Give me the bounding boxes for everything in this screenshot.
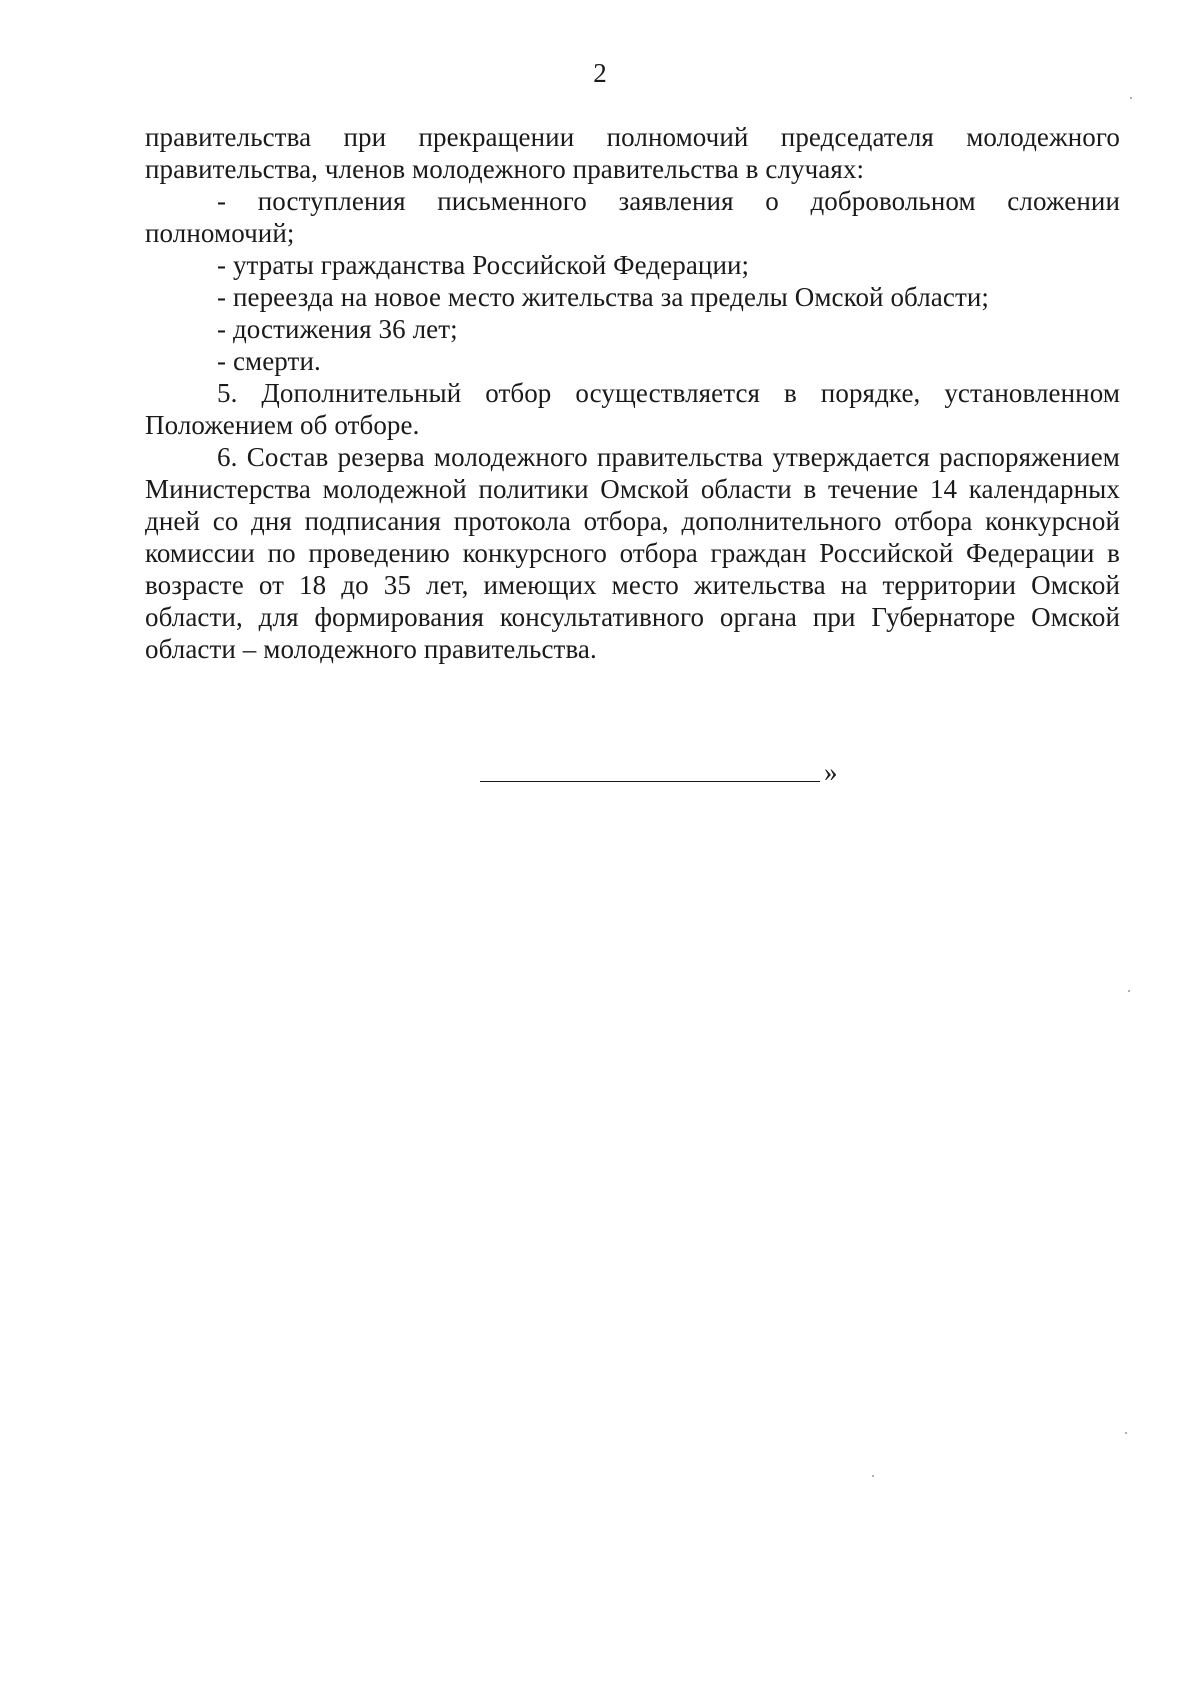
list-item-relocation: - переезда на новое место жительства за пределы Омской области;: [217, 282, 990, 312]
scan-speck: [872, 1475, 874, 1477]
scan-speck: [1130, 97, 1132, 99]
list-item-age-limit: - достижения 36 лет;: [217, 314, 458, 344]
document-body: [145, 121, 1120, 665]
paragraph-clause-6: 6. Состав резерва молодежного правительства утверждается распоряжением Министерства молодежной политики Омской области в течение 14 календарных дней со дня подписания протокола отбора, дополнительного отбора конкурсной комиссии по проведению конкурсного отбора граждан Российской Федерации в возрасте от 18 до 35 лет, имеющих место жительства на территории Омской области, для формирования консультативного органа при Губернаторе Омской области – молодежного правительства.: [145, 442, 1120, 664]
list-item-written-statement: - поступления письменного заявления о добровольном сложении полномочий;: [145, 186, 1120, 248]
closing-line-block: [480, 757, 845, 791]
list-item-citizenship-loss: - утраты гражданства Российской Федерации;: [217, 250, 750, 280]
scan-speck: [1128, 990, 1130, 992]
paragraph-continuation: правительства при прекращении полномочий председателя молодежного правительства, членов молодежного правительства в случаях:: [145, 122, 1120, 184]
paragraph-clause-5: 5. Дополнительный отбор осуществляется в порядке, установленном Положением об отборе.: [145, 378, 1120, 440]
page-number: 2: [593, 58, 607, 88]
closing-quote-mark: »: [824, 757, 838, 787]
scan-speck: [1125, 1432, 1127, 1434]
closing-underline: [480, 781, 820, 782]
list-item-death: - смерти.: [217, 346, 321, 376]
